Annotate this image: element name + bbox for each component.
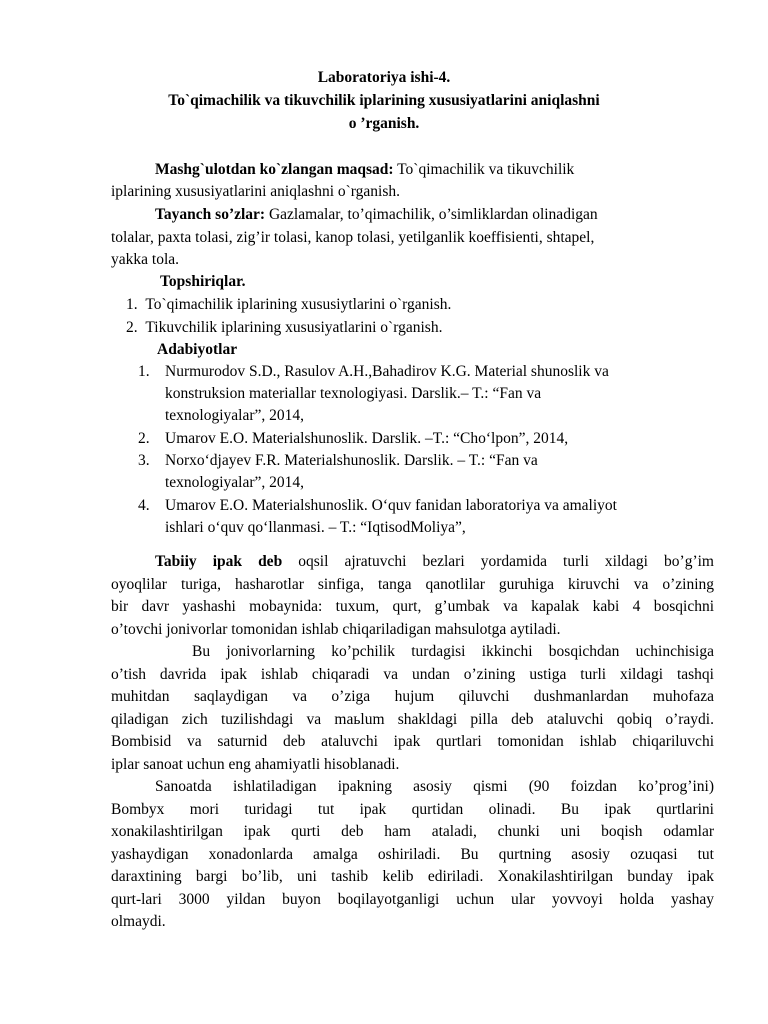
literature-item-number: 1. xyxy=(138,363,150,380)
paragraph-1-line: o’tovchi jonivorlar tomonidan ishlab chiqariladigan mahsulotga aytiladi. xyxy=(111,621,561,638)
literature-item-line: Norxo‘djayev F.R. Materialshunoslik. Darslik. – T.: “Fan va xyxy=(165,452,538,469)
keywords-text-2: tolalar, paxta tolasi, zig’ir tolasi, kanop tolasi, yetilganlik koeffisienti, shtapel, xyxy=(111,229,595,246)
paragraph-2-line: iplar sanoat uchun eng ahamiyatli hisoblanadi. xyxy=(111,756,400,773)
paragraph-2-line: Bu jonivorlarning ko’pchilik turdagisi ikkinchi bosqichdan uchinchisiga xyxy=(192,643,714,660)
paragraph-3-line: olmaydi. xyxy=(111,913,166,930)
paragraph-3-line: Sanoatda ishlatiladigan ipakning asosiy qismi (90 foizdan ko’prog’ini) xyxy=(155,778,714,795)
paragraph-3-line: Bombyx mori turidagi tut ipak qurtidan olinadi. Bu ipak qurtlarini xyxy=(111,801,714,818)
task-item xyxy=(126,294,451,316)
title-line-2: To`qimachilik va tikuvchilik iplarining xususiyatlarini aniqlashni xyxy=(168,92,600,109)
paragraph-2-line: muhitdan saqlaydigan va o’ziga hujum qiluvchi dushmanlardan muhofaza xyxy=(111,688,714,705)
task-text: To`qimachilik iplarining xususiytlarini o`rganish. xyxy=(145,296,452,313)
literature-item-line: texnologiyalar”, 2014, xyxy=(165,407,305,424)
literature-item-line: Umarov E.O. Materialshunoslik. O‘quv fanidan laboratoriya va amaliyot xyxy=(165,497,617,514)
keywords-line-1 xyxy=(155,204,598,226)
goal-label: Mashg`ulotdan ko`zlangan maqsad: xyxy=(155,161,394,178)
goal-line-1 xyxy=(155,159,574,181)
paragraph-1-line xyxy=(155,551,714,573)
literature-item-number: 3. xyxy=(138,452,150,469)
paragraph-1-bold: Tabiiy ipak deb xyxy=(155,553,283,570)
paragraph-1-line: oyoqlilar turiga, hasharotlar sinfiga, tanga qanotlilar guruhiga kiruvchi va o’zining xyxy=(111,576,714,593)
literature-heading: Adabiyotlar xyxy=(157,341,238,358)
literature-item-line: texnologiyalar”, 2014, xyxy=(165,474,305,491)
literature-item-line: ishlari o‘quv qo‘llanmasi. – T.: “IqtisodMoliya”, xyxy=(165,519,466,536)
literature-item-number: 4. xyxy=(138,497,150,514)
literature-item-line: konstruksion materiallar texnologiyasi. Darslik.– T.: “Fan va xyxy=(165,385,542,402)
paragraph-1-line: bir davr yashashi mobaynida: tuxum, qurt, g’umbak va kapalak kabi 4 bosqichni xyxy=(111,598,714,615)
keywords-label: Tayanch so’zlar: xyxy=(155,206,266,223)
paragraph-3-line: yashaydigan xonadonlarda amalga oshiriladi. Bu qurtning asosiy ozuqasi tut xyxy=(111,846,714,863)
title-line-3: o ’rganish. xyxy=(348,115,420,132)
literature-item-line: Umarov E.O. Materialshunoslik. Darslik. –T.: “Cho‘lpon”, 2014, xyxy=(165,430,569,447)
paragraph-3-line: daraxtining bargi bo’lib, uni tashib kelib ediriladi. Xonakilashtirilgan bunday ipak xyxy=(111,868,714,885)
tasks-heading: Topshiriqlar. xyxy=(160,273,246,290)
keywords-text-1: Gazlamalar, to’qimachilik, o’simliklardan olinadigan xyxy=(265,206,598,223)
literature-item-line: Nurmurodov S.D., Rasulov A.H.,Bahadirov K.G. Material shunoslik va xyxy=(165,363,609,380)
paragraph-2-line: qiladigan zich tuzilishdagi va maьlum shakldagi pilla deb ataluvchi qobiq o’raydi. xyxy=(111,711,714,728)
paragraph-3-line: xonakilashtirilgan ipak qurti deb ham ataladi, chunki uni boqish odamlar xyxy=(111,823,714,840)
paragraph-2-line: o’tish davrida ipak ishlab chiqaradi va undan o’zining ustiga turli xildagi tashqi xyxy=(111,666,714,683)
paragraph-3-line: qurt-lari 3000 yildan buyon boqilayotganligi uchun ular yovvoyi holda yashay xyxy=(111,891,714,908)
task-item xyxy=(126,317,442,339)
paragraph-1-text: oqsil ajratuvchi bezlari yordamida turli xildagi bo’g’im xyxy=(282,553,714,570)
task-text: Tikuvchilik iplarining xususiyatlarini o`rganish. xyxy=(145,319,443,336)
title-line-1: Laboratoriya ishi-4. xyxy=(317,69,451,86)
goal-text-1: To`qimachilik va tikuvchilik xyxy=(393,161,575,178)
task-number: 2. xyxy=(126,319,138,336)
goal-text-2: iplarining xususiyatlarini aniqlashni o`rganish. xyxy=(111,183,401,200)
paragraph-2-line: Bombisid va saturnid deb ataluvchi ipak qurtlari tomonidan ishlab chiqariluvchi xyxy=(111,733,714,750)
keywords-text-3: yakka tola. xyxy=(111,251,180,268)
task-number: 1. xyxy=(126,296,138,313)
literature-item-number: 2. xyxy=(138,430,150,447)
